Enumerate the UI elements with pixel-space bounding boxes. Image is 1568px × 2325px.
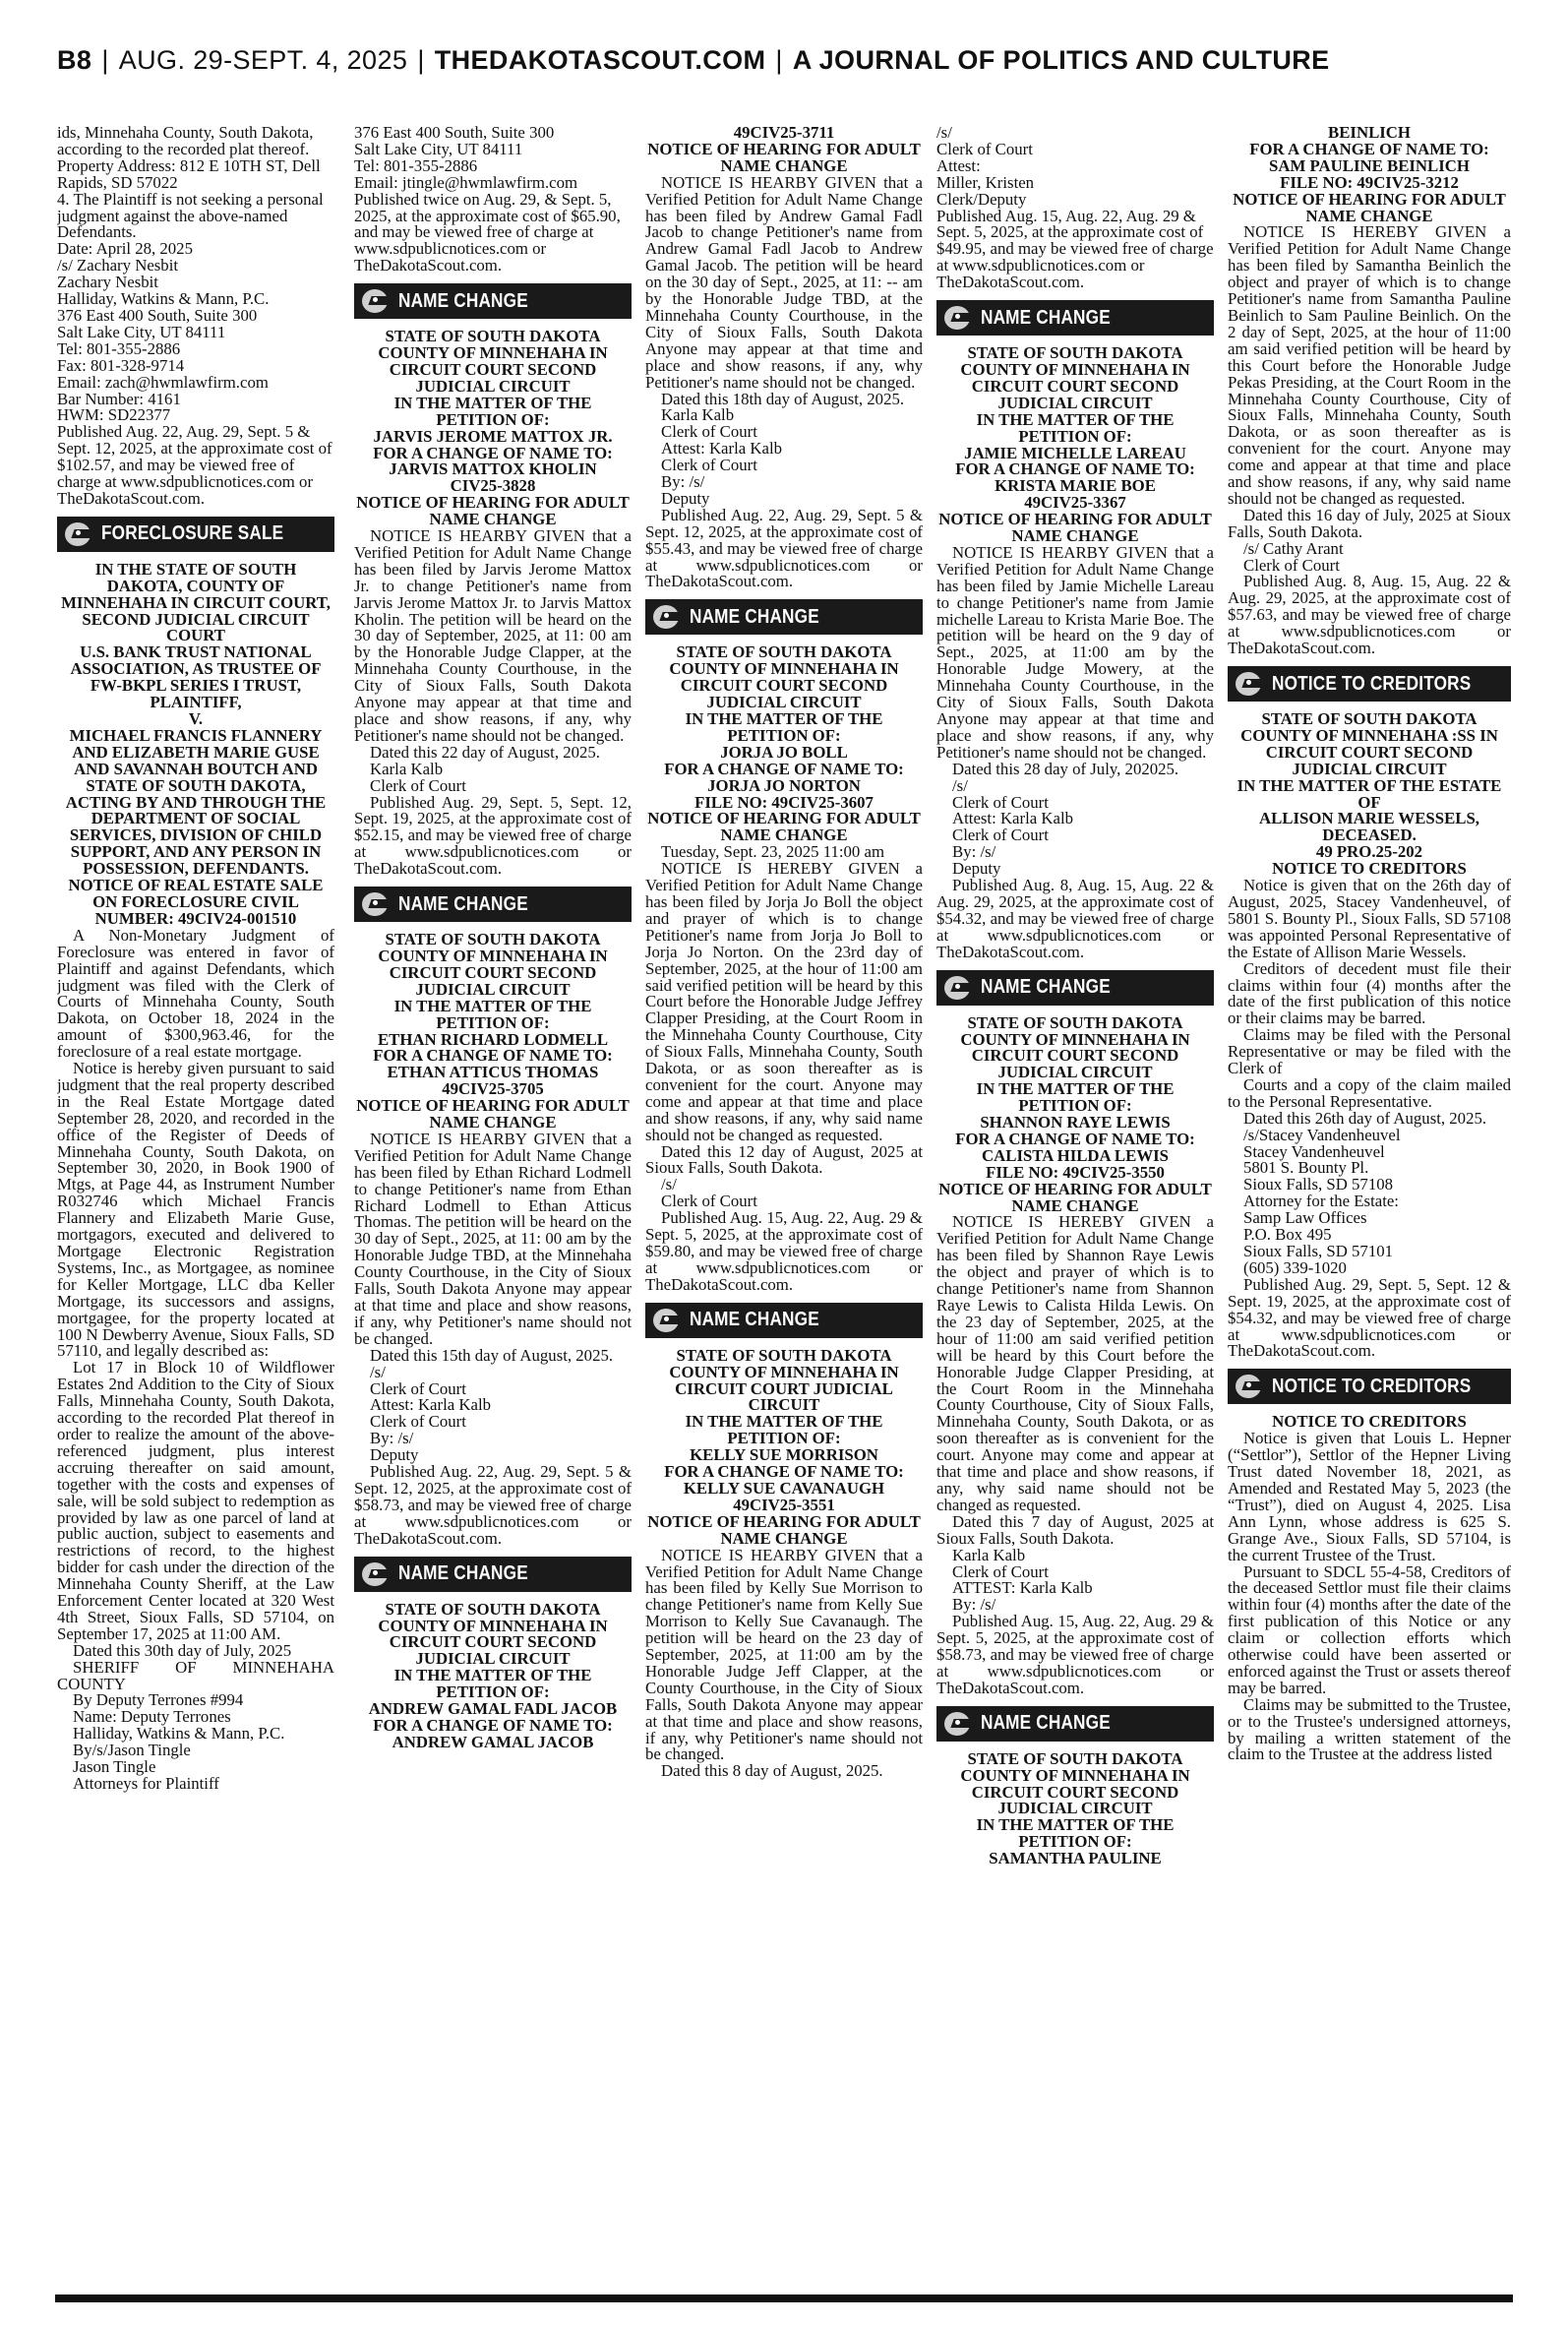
notice-line: Attorney for the Estate: bbox=[1243, 1192, 1399, 1211]
notice-line: JORJA JO BOLL bbox=[720, 742, 848, 762]
notice-line: IN THE MATTER OF THE PETITION OF: bbox=[393, 996, 592, 1032]
notice-line: Clerk of Court bbox=[370, 1378, 466, 1398]
section-banner-name-change bbox=[354, 887, 632, 922]
notice-line: Sioux Falls, SD 57108 bbox=[1243, 1175, 1393, 1194]
notice-line: Clerk of Court bbox=[1243, 555, 1340, 575]
notice-line: Email: zach@hwmlawfirm.com bbox=[57, 372, 269, 392]
masthead bbox=[57, 45, 1513, 85]
notice-line: Pursuant to SDCL 55-4-58, Creditors of the deceased Settlor must file their claims within four (4) months after the date of the first publication of this Notice or any claim or collection efforts which otherwise could have been asserted or enforced against the Trust or assets thereof may be barred. bbox=[1228, 1561, 1511, 1697]
notice-line: By: /s/ bbox=[661, 472, 705, 492]
notice-line: ATTEST: Karla Kalb bbox=[952, 1578, 1093, 1598]
notice-line: Clerk/Deputy bbox=[936, 189, 1027, 209]
notice-line: 49 PRO.25-202 bbox=[1315, 842, 1423, 862]
notice-line: Salt Lake City, UT 84111 bbox=[354, 139, 523, 158]
column-2 bbox=[354, 125, 632, 2294]
notice-line: By: /s/ bbox=[952, 1595, 996, 1615]
notice-heading bbox=[645, 125, 923, 175]
notice-body bbox=[1228, 224, 1511, 657]
notice-body bbox=[1228, 878, 1511, 1360]
notice-line: Claims may be filed with the Personal Representative or may be filed with the Clerk of bbox=[1228, 1025, 1511, 1078]
section-banner-foreclosure-sale bbox=[57, 517, 334, 552]
banner-label: NOTICE TO CREDITORS bbox=[1272, 1375, 1472, 1397]
notice-line: FOR A CHANGE OF NAME TO: bbox=[955, 1129, 1195, 1148]
notice-line: Halliday, Watkins & Mann, P.C. bbox=[73, 1724, 285, 1744]
notice-line: IN THE MATTER OF THE PETITION OF: bbox=[976, 409, 1175, 446]
notice-line: IN THE MATTER OF THE PETITION OF: bbox=[685, 709, 883, 745]
notice-line: ALLISON MARIE WESSELS, DECEASED. bbox=[1259, 809, 1479, 845]
notice-line: A Non-Monetary Judgment of Foreclosure was entered in favor of Plaintiff and against Defendants, which judgment was filed with the Clerk of Courts of Minnehaha County, South Dakota, on October 18, 2024 in the amount of $300,963.46, for the foreclosure of a real estate mortgage. bbox=[57, 925, 334, 1062]
notice-line: MICHAEL FRANCIS FLANNERY AND ELIZABETH MARIE GUSE AND SAVANNAH BOUTCH AND STATE OF SOUTH DAKOTA, ACTING BY AND THROUGH THE DEPARTMENT OF SOCIAL SERVICES, DIVISION OF CHILD SUPPORT, AND ANY PERSON IN POSSESSION, DEFENDANTS. bbox=[65, 725, 327, 879]
notice-line: Dated this 30th day of July, 2025 bbox=[73, 1640, 292, 1660]
section-banner-name-change bbox=[645, 599, 923, 635]
notice-line: Dated this 15th day of August, 2025. bbox=[370, 1345, 614, 1365]
notice-line: Published Aug. 22, Aug. 29, Sept. 5 & Sept. 12, 2025, at the approximate cost of $55.43, and may be viewed free of charge at www.sdpublicnotices.com or TheDakotaScout.com. bbox=[645, 505, 923, 591]
notice-line: SHERIFF OF MINNEHAHA COUNTY bbox=[57, 1657, 334, 1693]
notice-line: FOR A CHANGE OF NAME TO: KRISTA MARIE BOE bbox=[955, 459, 1195, 496]
notice-line: Clerk of Court bbox=[661, 422, 757, 442]
notice-continuation bbox=[57, 125, 334, 508]
notice-body bbox=[645, 844, 923, 1293]
section-banner-name-change bbox=[354, 1557, 632, 1592]
notice-line: Clerk of Court bbox=[370, 775, 466, 795]
notice-line: CALISTA HILDA LEWIS bbox=[982, 1145, 1169, 1165]
notice-line: By Deputy Terrones #994 bbox=[73, 1690, 244, 1710]
notice-line: STATE OF SOUTH DAKOTA COUNTY OF MINNEHAHA :SS IN CIRCUIT COURT SECOND JUDICIAL CIRCUIT bbox=[1240, 709, 1498, 778]
notice-line: IN THE MATTER OF THE PETITION OF: bbox=[393, 1666, 592, 1702]
notice-line: FOR A CHANGE OF NAME TO: bbox=[664, 759, 904, 778]
notice-line: Bar Number: 4161 bbox=[57, 389, 181, 408]
banner-label: NAME CHANGE bbox=[981, 306, 1111, 329]
notice-heading bbox=[1228, 711, 1511, 878]
notice-line: FILE NO: 49CIV25-3212 bbox=[1280, 172, 1459, 192]
notice-line: NOTICE OF HEARING FOR ADULT NAME CHANGE bbox=[647, 139, 921, 175]
notice-line: IN THE MATTER OF THE ESTATE OF bbox=[1236, 775, 1502, 812]
notice-line: Notice is hereby given pursuant to said judgment that the real property described in the Real Estate Mortgage dated September 28, 2020, and recorded in the office of the Register of Deeds of Minnehaha County, South Dakota, on September 30, 2020, in Book 1900 of Mtgs, at Page 44, as Instrument Number R032746 which Michael Francis Flannery and Elizabeth Marie Guse, mortgagors, executed and delivered to Mortgage Electronic Registration Systems, Inc., as Mortgagee, as nominee for Keller Mortgage, LLC dba Keller Mortgage, its successors and assigns, mortgagee, for the property located at 100 N Dewberry Avenue, Sioux Falls, SD 57110, and legally described as: bbox=[57, 1059, 334, 1361]
notice-line: (605) 339-1020 bbox=[1243, 1257, 1347, 1277]
notice-line: NOTICE OF HEARING FOR ADULT NAME CHANGE bbox=[938, 1179, 1212, 1215]
issue-date: AUG. 29-SEPT. 4, 2025 bbox=[118, 45, 408, 75]
notice-heading bbox=[1228, 125, 1511, 224]
notice-line: Dated this 7 day of August, 2025 at Sioux Falls, South Dakota. bbox=[936, 1511, 1214, 1548]
notice-line: JORJA JO NORTON bbox=[707, 775, 861, 795]
notice-line: SAM PAULINE BEINLICH bbox=[1269, 155, 1470, 175]
notice-line: /s/ bbox=[952, 775, 968, 795]
notice-line: NOTICE TO CREDITORS bbox=[1272, 859, 1467, 879]
notice-line: NOTICE IS HEARBY GIVEN that a Verified Petition for Adult Name Change has been filed by Andrew Gamal Fadl Jacob to change Petitioner's name from Andrew Gamal Fadl Jacob to Andrew Gamal Jacob. The petition will be heard on the 30 day of Sept., 2025, at 11: -- am by the Honorable Judge TBD, at the Minnehaha County Courthouse, in the City of Sioux Falls, South Dakota Anyone may appear at that time and place and show reasons, if any, why Petitioner's name should not be changed. bbox=[645, 172, 923, 392]
notice-line: STATE OF SOUTH DAKOTA COUNTY OF MINNEHAHA IN CIRCUIT COURT JUDICIAL CIRCUIT bbox=[669, 1345, 899, 1415]
notice-line: STATE OF SOUTH DAKOTA COUNTY OF MINNEHAHA IN CIRCUIT COURT SECOND JUDICIAL CIRCUIT bbox=[669, 642, 899, 712]
notice-line: NOTICE OF HEARING FOR ADULT NAME CHANGE bbox=[356, 493, 630, 529]
notice-line: By/s/Jason Tingle bbox=[73, 1741, 191, 1760]
notice-heading bbox=[936, 1748, 1214, 1868]
notice-heading bbox=[57, 559, 334, 928]
notice-line: NOTICE IS HEARBY GIVEN that a Verified Petition for Adult Name Change has been filed by Jamie Michelle Lareau to change Petitioner's name from Jamie michelle Lareau to Krista Marie Boe. The petition will be heard on the 9 day of Sept., 2025, at 11:00 am by the Honorable Judge Mowery, at the Minnehaha County Courthouse, in the City of Sioux Falls, South Dakota Anyone may appear at that time and place and show reasons, if any, why Petitioner's name should not be changed. bbox=[936, 542, 1214, 762]
section-banner-name-change bbox=[645, 1303, 923, 1338]
notice-line: Published Aug. 8, Aug. 15, Aug. 22 & Aug. 29, 2025, at the approximate cost of $57.63, and may be viewed free of charge at www.sdpublicnotices.com or TheDakotaScout.com. bbox=[1228, 572, 1511, 658]
notice-line: Notice is given that on the 26th day of August, 2025, Stacey Vandenheuvel, of 5801 S. Bounty Pl., Sioux Falls, SD 57108 was appointed Personal Representative of the Estate of Allison Marie Wessels. bbox=[1228, 876, 1511, 961]
notice-line: Published Aug. 8, Aug. 15, Aug. 22 & Aug. 29, 2025, at the approximate cost of $54.32, and may be viewed free of charge at www.sdpublicnotices.com or TheDakotaScout.com. bbox=[936, 876, 1214, 961]
scout-logo-icon bbox=[941, 1709, 981, 1739]
banner-label: FORECLOSURE SALE bbox=[101, 522, 284, 545]
notice-line: V. bbox=[188, 709, 204, 728]
banner-label: NAME CHANGE bbox=[690, 1309, 819, 1331]
notice-line: Karla Kalb bbox=[952, 1545, 1026, 1564]
notice-line: Attest: Karla Kalb bbox=[370, 1395, 492, 1415]
banner-label: NOTICE TO CREDITORS bbox=[1272, 672, 1472, 695]
notice-line: ANDREW GAMAL FADL JACOB bbox=[368, 1699, 618, 1719]
notice-line: Deputy bbox=[370, 1445, 419, 1465]
notice-line: STATE OF SOUTH DAKOTA COUNTY OF MINNEHAHA IN CIRCUIT COURT SECOND JUDICIAL CIRCUIT bbox=[378, 930, 608, 999]
notice-line: Tuesday, Sept. 23, 2025 11:00 am bbox=[661, 842, 885, 862]
notice-line: IN THE STATE OF SOUTH DAKOTA, COUNTY OF MINNEHAHA IN CIRCUIT COURT, SECOND JUDICIAL CIRCUIT COURT bbox=[61, 559, 331, 645]
notice-line: Tel: 801-355-2886 bbox=[354, 155, 478, 175]
notice-line: STATE OF SOUTH DAKOTA COUNTY OF MINNEHAHA IN CIRCUIT COURT SECOND JUDICIAL CIRCUIT bbox=[960, 1012, 1190, 1082]
notice-line: Courts and a copy of the claim mailed to the Personal Representative. bbox=[1228, 1074, 1511, 1111]
notice-line: Stacey Vandenheuvel bbox=[1243, 1141, 1385, 1161]
notice-line: STATE OF SOUTH DAKOTA COUNTY OF MINNEHAHA IN CIRCUIT COURT SECOND JUDICIAL CIRCUIT bbox=[960, 1748, 1190, 1818]
notice-line: Dated this 22 day of August, 2025. bbox=[370, 742, 600, 762]
notice-line: U.S. BANK TRUST NATIONAL ASSOCIATION, AS TRUSTEE OF FW-BKPL SERIES I TRUST, PLAINTIFF, bbox=[70, 642, 322, 712]
notice-line: IN THE MATTER OF THE PETITION OF: bbox=[393, 393, 592, 429]
notice-body bbox=[645, 172, 923, 591]
section-banner-name-change bbox=[354, 283, 632, 319]
notice-heading bbox=[936, 1012, 1214, 1215]
notice-line: Clerk of Court bbox=[952, 826, 1049, 845]
notice-line: JARVIS JEROME MATTOX JR. bbox=[373, 426, 613, 446]
scout-logo-icon bbox=[650, 1306, 690, 1335]
notice-heading bbox=[354, 329, 632, 528]
scout-logo-icon bbox=[1233, 1372, 1272, 1401]
notice-line: NOTICE IS HEREBY GIVEN a Verified Petition for Adult Name Change has been filed by Shannon Raye Lewis the object and prayer of which is to change Petitioner's name from Shannon Raye Lewis to Calista Hilda Lewis. On the 23 day of September, 2025, at the hour of 11:00 am said verified petition will be heard by this Court before the Honorable Judge Clapper Presiding, at the Court Room in the Minnehaha County Courthouse, City of Sioux Falls, Minnehaha County, South Dakota, or as soon thereafter as is convenient for the court. Anyone may come and appear at that time and place and show reasons, if any, why said name should not be changed as requested. bbox=[936, 1212, 1214, 1514]
notice-line: Attest: bbox=[936, 155, 981, 175]
scout-logo-icon bbox=[359, 889, 398, 919]
notice-body bbox=[936, 1214, 1214, 1696]
notice-heading bbox=[354, 932, 632, 1132]
notice-line: 49CIV25-3711 bbox=[733, 125, 835, 142]
section-banner-name-change bbox=[936, 970, 1214, 1006]
scout-logo-icon bbox=[941, 303, 981, 333]
notice-line: Published Aug. 29, Sept. 5, Sept. 12 & Sept. 19, 2025, at the approximate cost of $54.32, and may be viewed free of charge at www.sdpublicnotices.com or TheDakotaScout.com. bbox=[1228, 1274, 1511, 1361]
notice-line: Halliday, Watkins & Mann, P.C. bbox=[57, 289, 270, 309]
notice-body bbox=[354, 1129, 632, 1548]
notice-line: NOTICE IS HEARBY GIVEN that a Verified Petition for Adult Name Change has been filed by Jarvis Jerome Mattox Jr. to change Petitioner's name from Jarvis Jerome Mattox Jr. to Jarvis Mattox Kholin. The petition will be heard on the 30 day of September, 2025, at 11: 00 am by the Honorable Judge Clapper, at the Minnehaha County Courthouse, in the City of Sioux Falls, South Dakota Anyone may appear at that time and place and show reasons, if any, why Petitioner's name should not be changed. bbox=[354, 526, 632, 745]
notice-line: Dated this 8 day of August, 2025. bbox=[661, 1761, 883, 1781]
notice-line: Claims may be submitted to the Trustee, or to the Trustee's undersigned attorneys, by mailing a written statement of the claim to the Trustee at the address listed bbox=[1228, 1694, 1511, 1764]
column-4 bbox=[936, 125, 1214, 2294]
notice-line: NOTICE TO CREDITORS bbox=[1272, 1412, 1467, 1432]
notice-line: /s/Stacey Vandenheuvel bbox=[1243, 1125, 1401, 1144]
column-5 bbox=[1228, 125, 1511, 2294]
notice-line: FOR A CHANGE OF NAME TO: bbox=[1249, 139, 1489, 158]
notice-line: NOTICE OF HEARING FOR ADULT NAME CHANGE bbox=[1233, 189, 1506, 225]
notice-line: Lot 17 in Block 10 of Wildflower Estates 2nd Addition to the City of Sioux Falls, Minnehaha County, South Dakota, according to the recorded Plat thereof in order to realize the amount of the above-referenced judgment, plus interest accruing thereafter on said amount, together with the costs and expenses of sale, will be sold subject to redemption as provided by law as one parcel of land at public auction, subject to easements and restrictions of record, to the highest bidder for cash under the direction of the Minnehaha County Sheriff, at the Law Enforcement Center located at 320 West 4th Street, Sioux Falls, SD 57104, on September 17, 2025 at 11:00 AM. bbox=[57, 1358, 334, 1643]
notice-line: /s/ Zachary Nesbit bbox=[57, 256, 179, 275]
notice-line: 49CIV25-3705 bbox=[442, 1079, 544, 1099]
notice-line: P.O. Box 495 bbox=[1243, 1225, 1332, 1245]
notice-line: Attest: Karla Kalb bbox=[952, 809, 1074, 828]
notice-line: NOTICE OF HEARING FOR ADULT NAME CHANGE bbox=[938, 510, 1212, 546]
notice-continuation bbox=[936, 125, 1214, 291]
column-1 bbox=[57, 125, 334, 2294]
notice-line: Clerk of Court bbox=[952, 1561, 1049, 1581]
notice-line: BEINLICH bbox=[1328, 125, 1411, 142]
notice-line: Fax: 801-328-9714 bbox=[57, 355, 185, 375]
notice-line: FOR A CHANGE OF NAME TO: ANDREW GAMAL JACOB bbox=[373, 1715, 613, 1751]
notice-line: JAMIE MICHELLE LAREAU bbox=[964, 443, 1186, 462]
masthead-separator: | bbox=[101, 45, 109, 75]
notice-body bbox=[354, 528, 632, 878]
notice-line: CIV25-3828 bbox=[450, 476, 536, 496]
notice-line: 5801 S. Bounty Pl. bbox=[1243, 1158, 1369, 1178]
banner-label: NAME CHANGE bbox=[981, 976, 1111, 999]
notice-line: IN THE MATTER OF THE PETITION OF: bbox=[976, 1815, 1175, 1852]
notice-line: Dated this 16 day of July, 2025 at Sioux Falls, South Dakota. bbox=[1228, 505, 1511, 541]
notice-line: IN THE MATTER OF THE PETITION OF: bbox=[976, 1079, 1175, 1116]
notice-line: Date: April 28, 2025 bbox=[57, 239, 193, 259]
notice-line: Dated this 12 day of August, 2025 at Sioux Falls, South Dakota. bbox=[645, 1141, 923, 1178]
notice-line: /s/ bbox=[936, 125, 952, 142]
notice-line: FILE NO: 49CIV25-3550 bbox=[986, 1162, 1165, 1182]
notice-line: Samp Law Offices bbox=[1243, 1208, 1367, 1228]
notice-line: By: /s/ bbox=[952, 842, 996, 862]
notice-line: STATE OF SOUTH DAKOTA COUNTY OF MINNEHAHA IN CIRCUIT COURT SECOND JUDICIAL CIRCUIT bbox=[378, 327, 608, 396]
notice-line: Karla Kalb bbox=[661, 405, 735, 425]
notice-line: ids, Minnehaha County, South Dakota, according to the recorded plat thereof. bbox=[57, 125, 314, 158]
page-number: B8 bbox=[57, 45, 92, 75]
notice-line: FOR A CHANGE OF NAME TO: ETHAN ATTICUS THOMAS bbox=[373, 1046, 613, 1082]
section-banner-notice-to-creditors bbox=[1228, 1369, 1511, 1404]
notice-line: 49CIV25-3551 bbox=[733, 1495, 835, 1514]
notice-body bbox=[1228, 1431, 1511, 1763]
notice-line: Published twice on Aug. 29, & Sept. 5, 2025, at the approximate cost of $65.90, and may be viewed free of charge at www.sdpublicnotices.com or TheDakotaScout.com. bbox=[354, 189, 621, 275]
notice-body bbox=[645, 1545, 923, 1781]
notice-line: Dated this 18th day of August, 2025. bbox=[661, 389, 905, 408]
notice-line: /s/ Cathy Arant bbox=[1243, 538, 1344, 558]
scout-logo-icon bbox=[359, 1560, 398, 1589]
notice-line: FOR A CHANGE OF NAME TO: KELLY SUE CAVANAUGH bbox=[664, 1462, 904, 1498]
notice-heading bbox=[645, 644, 923, 844]
notice-line: STATE OF SOUTH DAKOTA COUNTY OF MINNEHAHA IN CIRCUIT COURT SECOND JUDICIAL CIRCUIT bbox=[378, 1599, 608, 1669]
scout-logo-icon bbox=[359, 286, 398, 316]
notice-line: Creditors of decedent must file their claims within four (4) months after the date of the first publication of this notice or their claims may be barred. bbox=[1228, 958, 1511, 1028]
notice-line: NOTICE IS HEREBY GIVEN a Verified Petition for Adult Name Change has been filed by Jorja Jo Boll the object and prayer of which is to change Petitioner's name from Jorja Jo Boll to Jorja Jo Norton. On the 23rd day of September, 2025, at the hour of 11:00 am said verified petition will be heard by this Court before the Honorable Judge Jeffrey Clapper Presiding, at the Court Room in the Minnehaha County Courthouse, City of Sioux Falls, Minnehaha County, South Dakota, or as soon thereafter as is convenient for the court. Anyone may come and appear at that time and place and show reasons, if any, why said name should not be changed as requested. bbox=[645, 859, 923, 1144]
notice-line: 49CIV25-3367 bbox=[1024, 493, 1126, 513]
notice-line: Published Aug. 15, Aug. 22, Aug. 29 & Sept. 5, 2025, at the approximate cost of $58.73, and may be viewed free of charge at www.sdpublicnotices.com or TheDakotaScout.com. bbox=[936, 1612, 1214, 1697]
notice-line: SHANNON RAYE LEWIS bbox=[980, 1113, 1171, 1132]
banner-label: NAME CHANGE bbox=[398, 892, 528, 915]
notice-line: Dated this 28 day of July, 202025. bbox=[952, 759, 1179, 778]
section-banner-notice-to-creditors bbox=[1228, 666, 1511, 702]
notice-line: By: /s/ bbox=[370, 1429, 414, 1448]
notice-line: Clerk of Court bbox=[370, 1412, 466, 1432]
notice-line: Published Aug. 22, Aug. 29, Sept. 5 & Sept. 12, 2025, at the approximate cost of $58.73, and may be viewed free of charge at www.sdpublicnotices.com or TheDakotaScout.com. bbox=[354, 1462, 632, 1548]
notice-line: Name: Deputy Terrones bbox=[73, 1707, 231, 1727]
notice-line: KELLY SUE MORRISON bbox=[690, 1445, 878, 1465]
notice-line: Miller, Kristen bbox=[936, 172, 1035, 192]
notice-line: Dated this 26th day of August, 2025. bbox=[1243, 1108, 1487, 1128]
notice-line: Property Address: 812 E 10TH ST, Dell Rapids, SD 57022 bbox=[57, 155, 321, 192]
notice-line: ETHAN RICHARD LODMELL bbox=[377, 1029, 609, 1049]
notice-body bbox=[57, 925, 334, 1793]
notice-line: SAMANTHA PAULINE bbox=[989, 1849, 1162, 1868]
notice-line: NOTICE OF HEARING FOR ADULT NAME CHANGE bbox=[647, 1511, 921, 1548]
notice-line: NOTICE IS HEREBY GIVEN a Verified Petition for Adult Name Change has been filed by Samantha Beinlich the object and prayer of which is to change Petitioner's name from Samantha Pauline Beinlich to Sam Pauline Beinlich. On the 2 day of Sept, 2025, at the hour of 11:00 am said verified petition will be heard by this Court before the Honorable Judge Pekas Presiding, at the Court Room in the Minnehaha County Courthouse, City of Sioux Falls, Minnehaha County, South Dakota, or as soon thereafter as is convenient for the court. Anyone may come and appear at that time and place and show reasons, if any, why said name should not be changed as requested. bbox=[1228, 222, 1511, 508]
notice-line: 4. The Plaintiff is not seeking a personal judgment against the above-named Defendants. bbox=[57, 189, 324, 242]
notice-line: Email: jtingle@hwmlawfirm.com bbox=[354, 172, 578, 192]
site-name[interactable]: THEDAKOTASCOUT.COM bbox=[434, 45, 766, 75]
scout-logo-icon bbox=[941, 973, 981, 1003]
notice-line: NOTICE IS HEARBY GIVEN that a Verified Petition for Adult Name Change has been filed by Ethan Richard Lodmell to change Petitioner's name from Ethan Richard Lodmell to Ethan Atticus Thomas. The petition will be heard on the 30 day of Sept., 2025, at 11: 00 am by the Honorable Judge TBD, at the Minnehaha County Courthouse, in the City of Sioux Falls, South Dakota Anyone may appear at that time and place and show reasons, if any, why Petitioner's name should not be changed. bbox=[354, 1129, 632, 1348]
notice-line: NOTICE IS HEARBY GIVEN that a Verified Petition for Adult Name Change has been filed by Kelly Sue Morrison to change Petitioner's name from Kelly Sue Morrison to Kelly Sue Cavanaugh. The petition will be heard on the 23 day of September, 2025, at 11:00 am by the Honorable Judge Jeff Clapper, at the County Courthouse, in the City of Sioux Falls, South Dakota Anyone may appear at that time and place and show reasons, if any, why Petitioner's name should not be changed. bbox=[645, 1545, 923, 1764]
notice-line: Deputy bbox=[661, 488, 710, 508]
notice-line: Clerk of Court bbox=[952, 792, 1049, 812]
notice-line: 376 East 400 South, Suite 300 bbox=[354, 125, 555, 142]
notice-line: Zachary Nesbit bbox=[57, 273, 158, 292]
notice-line: Jason Tingle bbox=[73, 1757, 156, 1777]
notice-continuation bbox=[354, 125, 632, 275]
section-banner-name-change bbox=[936, 1706, 1214, 1742]
tagline: A JOURNAL OF POLITICS AND CULTURE bbox=[792, 45, 1330, 75]
notice-line: Clerk of Court bbox=[661, 456, 757, 475]
notice-line: Published Aug. 15, Aug. 22, Aug. 29 & Sept. 5, 2025, at the approximate cost of $49.95, and may be viewed free of charge at www.sdpublicnotices.com or TheDakotaScout.com. bbox=[936, 206, 1214, 292]
notice-line: Published Aug. 15, Aug. 22, Aug. 29 & Sept. 5, 2025, at the approximate cost of $59.80, and may be viewed free of charge at www.sdpublicnotices.com or TheDakotaScout.com. bbox=[645, 1208, 923, 1294]
notice-line: FILE NO: 49CIV25-3607 bbox=[694, 792, 874, 812]
notice-line: Attorneys for Plaintiff bbox=[73, 1774, 219, 1793]
notice-line: Published Aug. 22, Aug. 29, Sept. 5 & Sept. 12, 2025, at the approximate cost of $102.57, and may be viewed free of charge at www.sdpublicnotices.com or TheDakotaScout.com. bbox=[57, 422, 332, 508]
notice-line: Clerk of Court bbox=[661, 1192, 757, 1211]
banner-label: NAME CHANGE bbox=[398, 289, 528, 312]
notice-line: Clerk of Court bbox=[936, 139, 1033, 158]
notice-line: IN THE MATTER OF THE PETITION OF: bbox=[685, 1412, 883, 1448]
scout-logo-icon bbox=[1233, 669, 1272, 699]
section-banner-name-change bbox=[936, 300, 1214, 336]
notice-line: /s/ bbox=[370, 1362, 386, 1381]
banner-label: NAME CHANGE bbox=[398, 1562, 528, 1585]
column-3 bbox=[645, 125, 923, 2294]
notice-line: 376 East 400 South, Suite 300 bbox=[57, 305, 258, 325]
masthead-separator: | bbox=[775, 45, 783, 75]
notice-line: Salt Lake City, UT 84111 bbox=[57, 322, 226, 341]
banner-label: NAME CHANGE bbox=[981, 1712, 1111, 1735]
notice-line: Attest: Karla Kalb bbox=[661, 439, 783, 459]
notice-line: NOTICE OF REAL ESTATE SALE ON FORECLOSURE CIVIL NUMBER: 49CIV24-001510 bbox=[68, 876, 324, 928]
scout-logo-icon bbox=[650, 602, 690, 632]
notice-line: Published Aug. 29, Sept. 5, Sept. 12, Sept. 19, 2025, at the approximate cost of $52.15, and may be viewed free of charge at www.sdpublicnotices.com or TheDakotaScout.com. bbox=[354, 792, 632, 879]
notice-line: Tel: 801-355-2886 bbox=[57, 338, 181, 358]
notice-line: Karla Kalb bbox=[370, 759, 444, 778]
notice-line: Deputy bbox=[952, 859, 1001, 879]
masthead-separator: | bbox=[417, 45, 425, 75]
notice-line: NOTICE OF HEARING FOR ADULT NAME CHANGE bbox=[647, 809, 921, 845]
notice-body bbox=[936, 542, 1214, 961]
notice-line: HWM: SD22377 bbox=[57, 405, 171, 425]
banner-label: NAME CHANGE bbox=[690, 605, 819, 628]
notice-heading bbox=[354, 1599, 632, 1751]
notice-line: STATE OF SOUTH DAKOTA COUNTY OF MINNEHAHA IN CIRCUIT COURT SECOND JUDICIAL CIRCUIT bbox=[960, 343, 1190, 412]
notice-line: /s/ bbox=[661, 1175, 677, 1194]
notice-line: Notice is given that Louis L. Hepner (“Settlor”), Settlor of the Hepner Living Trust dated November 18, 2021, as Amended and Restated May 5, 2023 (the “Trust”), died on August 4, 2025. Lisa Ann Lynn, whose address is 625 S. Grange Ave., Sioux Falls, SD 57104, is the current Trustee of the Trust. bbox=[1228, 1429, 1511, 1564]
notice-line: FOR A CHANGE OF NAME TO: JARVIS MATTOX KHOLIN bbox=[373, 443, 613, 479]
notice-line: NOTICE OF HEARING FOR ADULT NAME CHANGE bbox=[356, 1096, 630, 1132]
notice-line: Sioux Falls, SD 57101 bbox=[1243, 1242, 1393, 1260]
scout-logo-icon bbox=[62, 520, 101, 549]
bottom-rule bbox=[55, 2294, 1513, 2302]
notice-heading bbox=[645, 1345, 923, 1548]
notice-heading bbox=[936, 345, 1214, 545]
